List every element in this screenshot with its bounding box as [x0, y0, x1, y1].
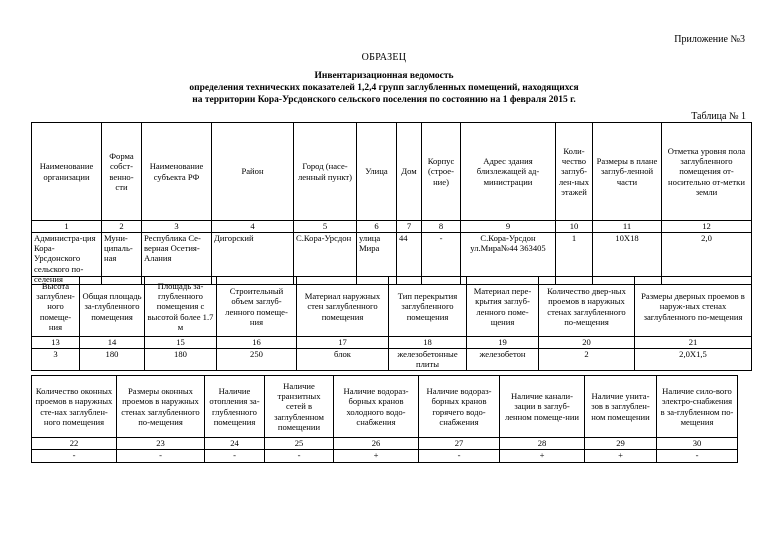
header-cell: Размеры в плане заглуб-ленной части [593, 123, 662, 221]
column-number: 28 [500, 438, 585, 450]
cell-toilets: + [585, 450, 657, 463]
column-number: 4 [212, 221, 294, 233]
column-number: 10 [556, 221, 593, 233]
column-number: 16 [217, 337, 297, 349]
column-number: 30 [657, 438, 738, 450]
cell-street: улица Мира [357, 233, 397, 285]
inventory-table-3 [31, 375, 738, 463]
cell-building: - [422, 233, 461, 285]
header-cell: Наличие транзитных сетей в заглубленном помещении [265, 376, 334, 438]
header-cell: Размеры дверных проемов в наруж-ных стенах заглубленного по-мещения [635, 277, 752, 337]
header-cell: Город (насе-ленный пункт) [294, 123, 357, 221]
header-cell: Количество двер-ных проемов в наружных стенах заглубленного по-мещения [539, 277, 635, 337]
header-cell: Строительный объем заглуб-ленного помеще-ния [217, 277, 297, 337]
document-title [0, 70, 768, 106]
table-number-label: Таблица № 1 [691, 111, 746, 122]
cell-floor-level: 2,0 [662, 233, 752, 285]
sample-label: ОБРАЗЕЦ [361, 52, 407, 63]
cell-height: 3 [32, 349, 80, 371]
cell-region: Республика Се-верная Осетия-Алания [142, 233, 212, 285]
header-cell: Дом [397, 123, 422, 221]
column-number: 20 [539, 337, 635, 349]
cell-wall-material: блок [297, 349, 389, 371]
cell-area-above-1-7m: 180 [145, 349, 217, 371]
cell-ownership: Муни-ципаль-ная [102, 233, 142, 285]
table-1-number-row [32, 221, 752, 233]
cell-window-count: - [32, 450, 117, 463]
cell-sewerage: + [500, 450, 585, 463]
column-number: 21 [635, 337, 752, 349]
cell-door-size: 2,0Х1,5 [635, 349, 752, 371]
header-cell: Материал пере-крытия заглуб-ленного поме-щения [467, 277, 539, 337]
header-cell: Коли-чество заглуб-лен-ных этажей [556, 123, 593, 221]
header-cell: Наличие унита-зов в заглублен-ном помещении [585, 376, 657, 438]
column-number: 7 [397, 221, 422, 233]
cell-power-supply: - [657, 450, 738, 463]
cell-ceiling-material: железобетон [467, 349, 539, 371]
header-cell: Корпус (строе-ние) [422, 123, 461, 221]
header-cell: Отметка уровня пола заглубленного помещения от-носительно от-метки земли [662, 123, 752, 221]
inventory-table-2 [31, 276, 752, 371]
header-cell: Тип перекрытия заглубленного помещения [389, 277, 467, 337]
inventory-table-1 [31, 122, 752, 285]
title-line-3: на территории Кора-Урсдонского сельского поселения по состоянию на 1 февраля 2015 г. [192, 95, 576, 105]
cell-window-size: - [117, 450, 205, 463]
column-number: 13 [32, 337, 80, 349]
header-cell: Наличие сило-вого электро-снабжения в за-глубленном по-мещения [657, 376, 738, 438]
table-3-number-row [32, 438, 738, 450]
title-line-2: определения технических показателей 1,2,4 групп заглубленных помещений, находящихся [189, 83, 579, 93]
header-cell: Наличие отопления за-глубленного помещения [205, 376, 265, 438]
cell-volume: 250 [217, 349, 297, 371]
header-cell: Наименование субъекта РФ [142, 123, 212, 221]
column-number: 5 [294, 221, 357, 233]
header-cell: Наименование организации [32, 123, 102, 221]
cell-house: 44 [397, 233, 422, 285]
column-number: 18 [389, 337, 467, 349]
column-number: 14 [80, 337, 145, 349]
cell-city: С.Кора-Урсдон [294, 233, 357, 285]
cell-cold-water: + [334, 450, 419, 463]
column-number: 9 [461, 221, 556, 233]
cell-heating: - [205, 450, 265, 463]
cell-total-area: 180 [80, 349, 145, 371]
column-number: 29 [585, 438, 657, 450]
table-3-header-row [32, 376, 738, 438]
appendix-label: Приложение №3 [674, 34, 745, 45]
column-number: 19 [467, 337, 539, 349]
header-cell: Адрес здания близлежащей ад-министрации [461, 123, 556, 221]
cell-floors: 1 [556, 233, 593, 285]
cell-admin-address: С.Кора-Урсдон ул.Мира№44 363405 [461, 233, 556, 285]
table-row [32, 450, 738, 463]
header-cell: Район [212, 123, 294, 221]
column-number: 23 [117, 438, 205, 450]
cell-door-count: 2 [539, 349, 635, 371]
cell-plan-size: 10Х18 [593, 233, 662, 285]
table-2-header-row [32, 277, 752, 337]
header-cell: Высота заглублен-ного помеще-ния [32, 277, 80, 337]
header-cell: Количество оконных проемов в наружных сте-нах заглублен-ного помещения [32, 376, 117, 438]
table-2-number-row [32, 337, 752, 349]
header-cell: Улица [357, 123, 397, 221]
cell-transit-networks: - [265, 450, 334, 463]
column-number: 26 [334, 438, 419, 450]
column-number: 27 [419, 438, 500, 450]
header-cell: Наличие водораз-борных кранов горячего водо-снабжения [419, 376, 500, 438]
cell-hot-water: - [419, 450, 500, 463]
header-cell: Наличие канали-зации в заглуб-ленном помеще-нии [500, 376, 585, 438]
column-number: 12 [662, 221, 752, 233]
column-number: 11 [593, 221, 662, 233]
column-number: 1 [32, 221, 102, 233]
column-number: 17 [297, 337, 389, 349]
header-cell: Форма собст-венно-сти [102, 123, 142, 221]
column-number: 6 [357, 221, 397, 233]
column-number: 24 [205, 438, 265, 450]
column-number: 22 [32, 438, 117, 450]
column-number: 8 [422, 221, 461, 233]
cell-organization: Администра-ция Кора-Урсдонского сельского по-селения [32, 233, 102, 285]
column-number: 3 [142, 221, 212, 233]
title-line-1: Инвентаризационная ведомость [314, 71, 454, 81]
header-cell: Размеры оконных проемов в наружных стенах заглубленного по-мещения [117, 376, 205, 438]
header-cell: Общая площадь за-глубленного помещения [80, 277, 145, 337]
table-row [32, 349, 752, 371]
column-number: 25 [265, 438, 334, 450]
cell-district: Дигорский [212, 233, 294, 285]
header-cell: Материал наружных стен заглубленного помещения [297, 277, 389, 337]
column-number: 2 [102, 221, 142, 233]
column-number: 15 [145, 337, 217, 349]
header-cell: Площадь за-глубленного помещения с высотой более 1.7 м [145, 277, 217, 337]
cell-ceiling-type: железобетонные плиты [389, 349, 467, 371]
table-1-header-row [32, 123, 752, 221]
header-cell: Наличие водораз-борных кранов холодного водо-снабжения [334, 376, 419, 438]
